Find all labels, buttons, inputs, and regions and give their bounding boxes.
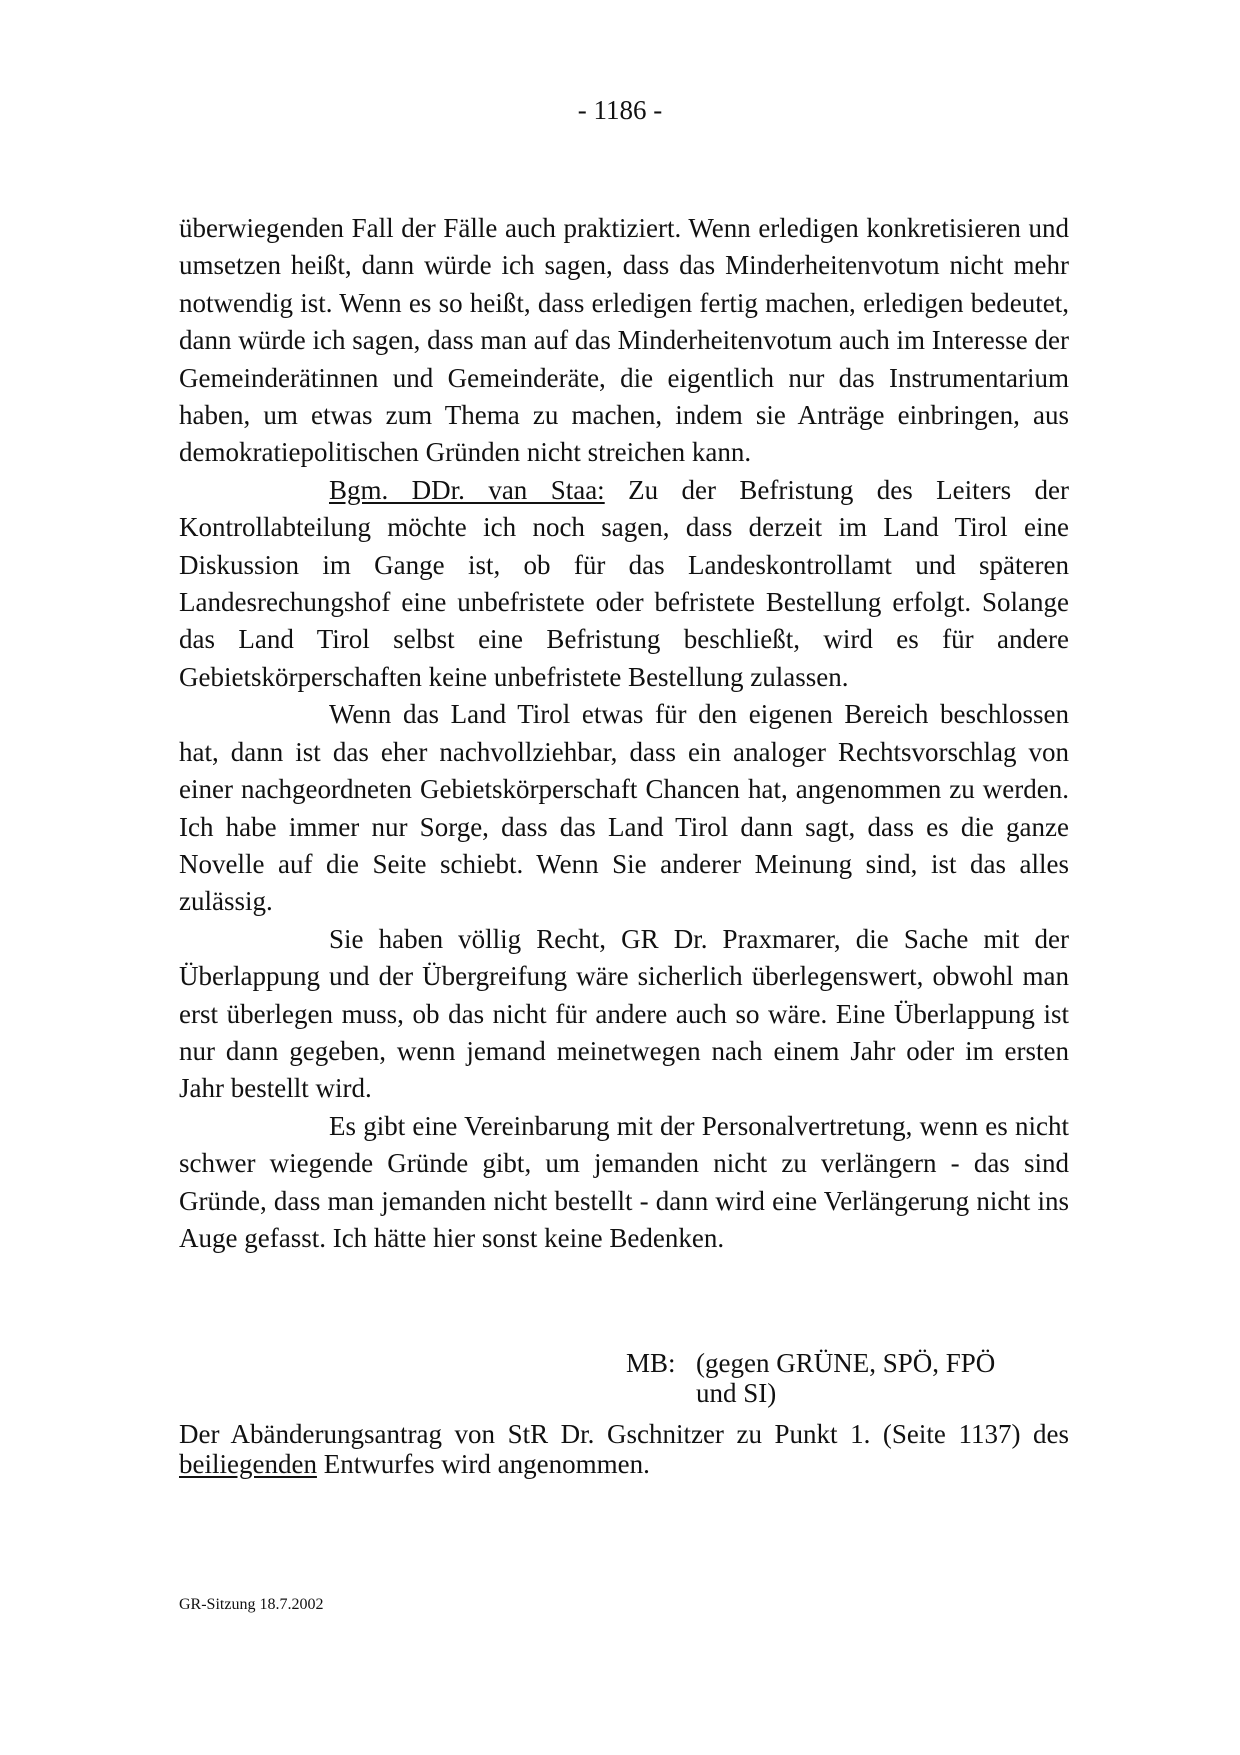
paragraph: Es gibt eine Vereinbarung mit der Personalvertretung, wenn es nicht schwer wiegende Gründe gibt, um jemanden nicht zu verlängern - das sind Gründe, dass man jemanden nicht bestellt - dann wird eine Verlängerung nicht ins Auge gefasst. Ich hätte hier sonst keine Bedenken. — [179, 1110, 1069, 1253]
footer-session-date: GR-Sitzung 18.7.2002 — [179, 1596, 324, 1613]
vote-result — [626, 1348, 1036, 1408]
paragraph: Sie haben völlig Recht, GR Dr. Praxmarer, die Sache mit der Überlappung und der Übergreifung wäre sicherlich überlegenswert, obwohl man erst überlegen muss, ob das nicht für andere auch so wäre. Eine Überlappung ist nur dann gegeben, wenn jemand meinetwegen nach einem Jahr oder im ersten Jahr bestellt wird. — [179, 923, 1069, 1104]
speaker-name: Bgm. DDr. van Staa: — [329, 474, 605, 505]
vote-label: MB: — [626, 1348, 676, 1378]
paragraph-speaker-statement — [179, 472, 1069, 696]
resolution-text-after: Entwurfes wird angenommen. — [316, 1449, 650, 1479]
vote-value: (gegen GRÜNE, SPÖ, FPÖ und SI) — [696, 1348, 996, 1408]
paragraph-continuation: überwiegenden Fall der Fälle auch praktiziert. Wenn erledigen konkretisieren und umsetzen heißt, dann würde ich sagen, dass das Minderheitenvotum nicht mehr notwendig ist. Wenn es so heißt, dass erledigen fertig machen, erledigen bedeutet, dann würde ich sagen, dass man auf das Minderheitenvotum auch im Interesse der Gemeinderätinnen und Gemeinderäte, die eigentlich nur das Instrumentarium haben, um etwas zum Thema zu machen, indem sie Anträge einbringen, aus demokratiepolitischen Gründen nicht streichen kann. — [179, 213, 1069, 468]
resolution-underlined: beiliegenden — [179, 1449, 317, 1479]
speaker-statement-text: Zu der Befristung des Leiters der Kontrollabteilung möchte ich noch sagen, dass derzeit im Land Tirol eine Diskussion im Gange ist, ob für das Landeskontrollamt und späteren Landesrechungshof eine unbefristete oder befristete Bestellung erfolgt. Solange das Land Tirol selbst eine Befristung beschließt, wird es für andere Gebietskörperschaften keine unbefristete Bestellung zulassen. — [179, 474, 1070, 692]
page-number: - 1186 - — [577, 95, 663, 125]
resolution-paragraph — [179, 1419, 1069, 1479]
resolution-text-before: Der Abänderungsantrag von StR Dr. Gschnitzer zu Punkt 1. (Seite 1137) des — [179, 1419, 1069, 1449]
paragraph: Wenn das Land Tirol etwas für den eigenen Bereich beschlossen hat, dann ist das eher nachvollziehbar, dass ein analoger Rechtsvorschlag von einer nachgeordneten Gebietskörperschaft Chancen hat, angenommen zu werden. Ich habe immer nur Sorge, dass das Land Tirol dann sagt, dass es die ganze Novelle auf die Seite schiebt. Wenn Sie anderer Meinung sind, ist das alles zulässig. — [179, 699, 1069, 917]
protocol-body — [179, 210, 1069, 1257]
resolution-text — [179, 1419, 1069, 1479]
